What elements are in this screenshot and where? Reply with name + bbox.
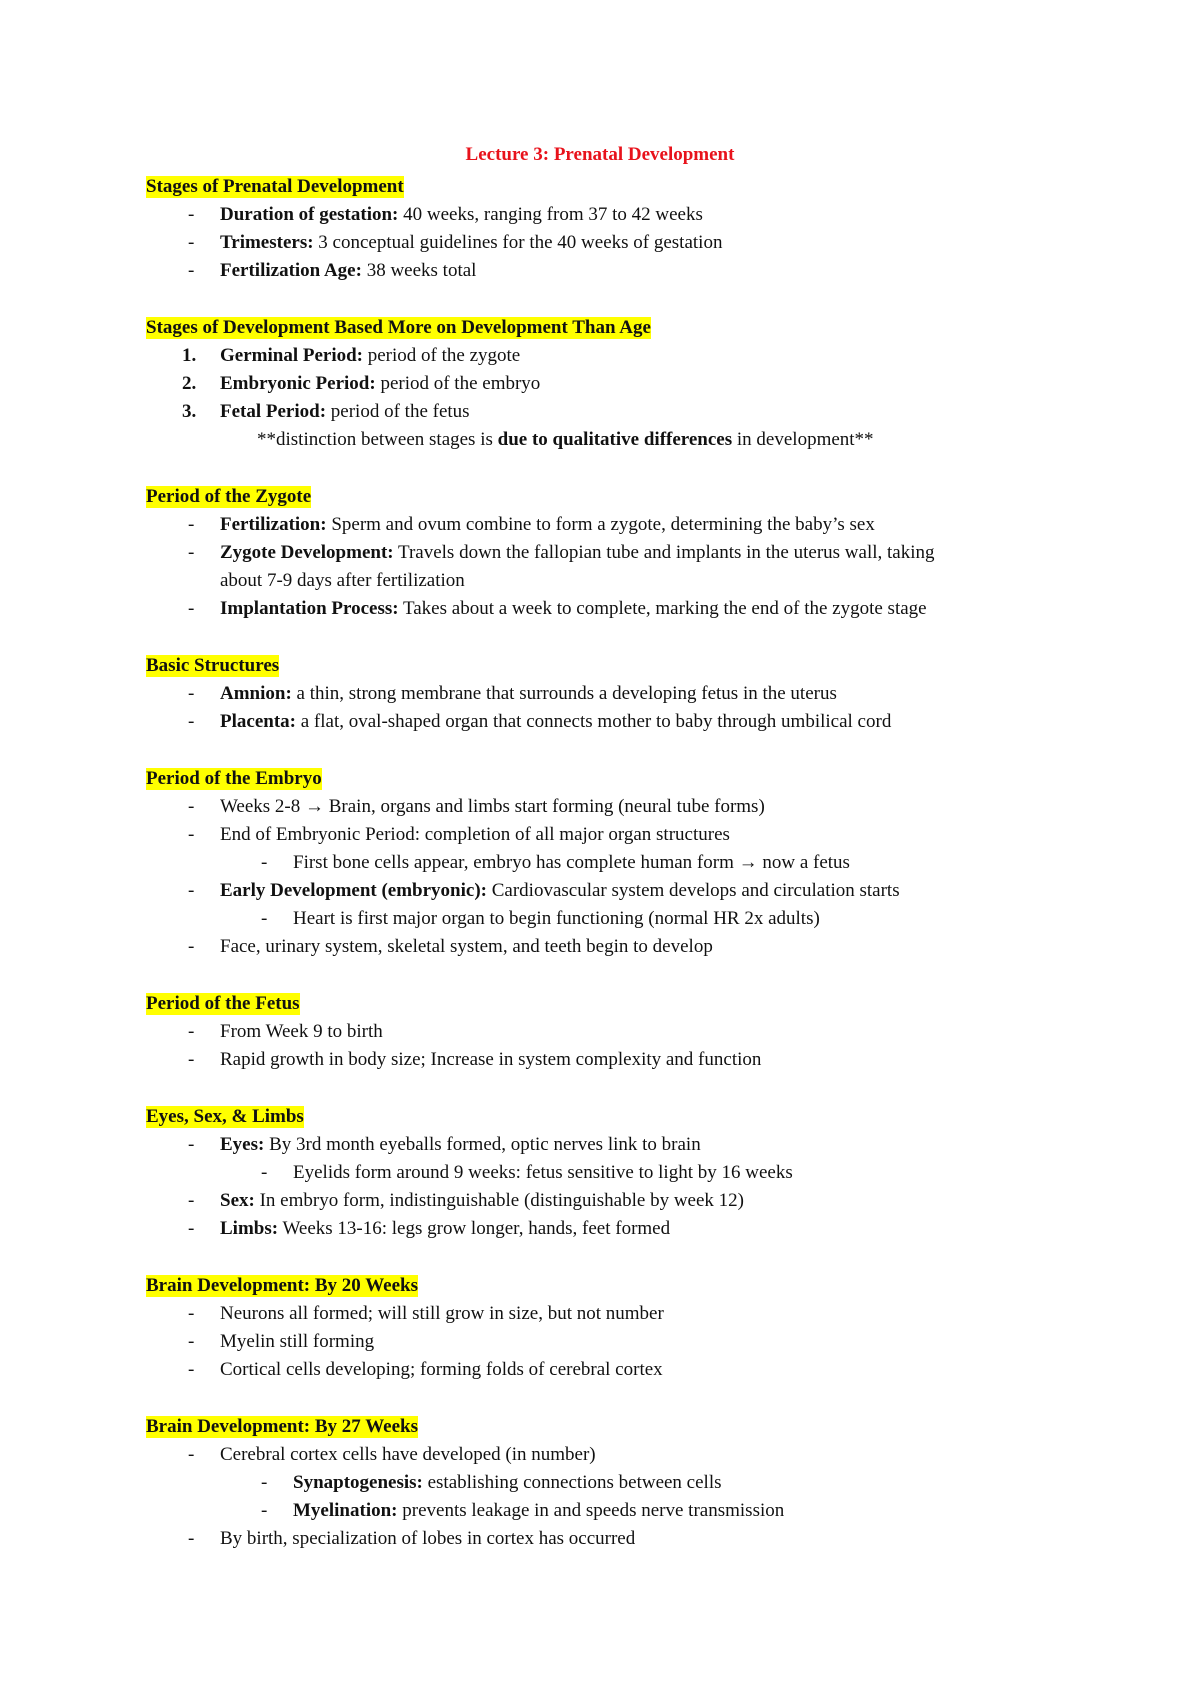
term: Synaptogenesis:	[293, 1472, 423, 1493]
list-item: Cortical cells developing; forming folds of cerebral cortex	[220, 1359, 663, 1380]
term: Duration of gestation:	[220, 204, 399, 225]
bullet: -	[188, 824, 195, 845]
definition: establishing connections between cells	[422, 1472, 722, 1493]
list-item	[220, 260, 476, 282]
term: Germinal Period:	[220, 345, 363, 366]
definition: period of the zygote	[363, 345, 521, 366]
list-item	[220, 1190, 744, 1212]
bullet: -	[188, 1359, 195, 1380]
term: Fertilization Age:	[220, 260, 362, 281]
sub-list-item: Eyelids form around 9 weeks: fetus sensitive to light by 16 weeks	[293, 1162, 793, 1183]
list-item	[220, 683, 837, 705]
section-heading-stages: Stages of Prenatal Development	[146, 176, 404, 197]
list-item	[220, 1134, 701, 1156]
bullet: -	[188, 711, 195, 732]
term: Limbs:	[220, 1218, 279, 1239]
section-heading-eyes-sex-limbs: Eyes, Sex, & Limbs	[146, 1106, 304, 1127]
definition: 38 weeks total	[361, 260, 477, 281]
section-heading-development: Stages of Development Based More on Development Than Age	[146, 317, 651, 338]
term: Embryonic Period:	[220, 373, 376, 394]
term: Eyes:	[220, 1134, 265, 1155]
definition: 3 conceptual guidelines for the 40 weeks of gestation	[313, 232, 723, 253]
bullet: -	[188, 796, 195, 817]
list-number: 3.	[182, 401, 197, 422]
definition: Weeks 13-16: legs grow longer, hands, feet formed	[278, 1218, 671, 1239]
list-item: Rapid growth in body size; Increase in system complexity and function	[220, 1049, 762, 1070]
list-item: End of Embryonic Period: completion of all major organ structures	[220, 824, 730, 845]
list-item: By birth, specialization of lobes in cortex has occurred	[220, 1528, 636, 1549]
list-item: Weeks 2-8 → Brain, organs and limbs start forming (neural tube forms)	[220, 796, 765, 817]
sub-bullet: -	[261, 1162, 268, 1183]
definition: Cardiovascular system develops and circulation starts	[487, 880, 900, 901]
term: Sex:	[220, 1190, 255, 1211]
list-number: 2.	[182, 373, 197, 394]
sub-list-item: Heart is first major organ to begin functioning (normal HR 2x adults)	[293, 908, 820, 929]
bullet: -	[188, 542, 195, 563]
bullet: -	[188, 1049, 195, 1070]
list-item	[220, 598, 927, 620]
bullet: -	[188, 1444, 195, 1465]
definition: Takes about a week to complete, marking the end of the zygote stage	[398, 598, 927, 619]
bullet: -	[188, 880, 195, 901]
bullet: -	[188, 204, 195, 225]
sub-list-item: First bone cells appear, embryo has complete human form → now a fetus	[293, 852, 850, 873]
bullet: -	[188, 1021, 195, 1042]
list-item: From Week 9 to birth	[220, 1021, 383, 1042]
bullet: -	[188, 232, 195, 253]
bullet: -	[188, 598, 195, 619]
bullet: -	[188, 1190, 195, 1211]
definition: prevents leakage in and speeds nerve transmission	[397, 1500, 785, 1521]
section-heading-brain-27: Brain Development: By 27 Weeks	[146, 1416, 418, 1437]
term: Amnion:	[220, 683, 292, 704]
definition: In embryo form, indistinguishable (distinguishable by week 12)	[254, 1190, 744, 1211]
term: Implantation Process:	[220, 598, 399, 619]
bullet: -	[188, 936, 195, 957]
term: Fertilization:	[220, 514, 327, 535]
bullet: -	[188, 1528, 195, 1549]
bullet: -	[188, 1218, 195, 1239]
term: Fetal Period:	[220, 401, 327, 422]
term: Myelination:	[293, 1500, 398, 1521]
list-item	[220, 373, 540, 395]
term: Early Development (embryonic):	[220, 880, 487, 901]
bullet: -	[188, 1331, 195, 1352]
page-title: Lecture 3: Prenatal Development	[465, 144, 735, 165]
list-item	[220, 345, 520, 367]
note-text: **distinction between stages is	[257, 429, 498, 450]
list-item	[220, 1218, 670, 1240]
sub-list-item	[293, 1472, 722, 1494]
list-item: Cerebral cortex cells have developed (in number)	[220, 1444, 596, 1465]
sub-bullet: -	[261, 908, 268, 929]
definition: period of the embryo	[375, 373, 541, 394]
note-emphasis: due to qualitative differences	[497, 429, 733, 450]
bullet: -	[188, 1303, 195, 1324]
list-item	[220, 880, 900, 902]
list-item: Neurons all formed; will still grow in size, but not number	[220, 1303, 664, 1324]
list-item	[220, 204, 703, 226]
list-item	[220, 514, 875, 536]
bullet: -	[188, 514, 195, 535]
term: Zygote Development:	[220, 542, 394, 563]
definition: By 3rd month eyeballs formed, optic nerves link to brain	[264, 1134, 701, 1155]
list-item	[220, 401, 470, 423]
definition: Sperm and ovum combine to form a zygote, determining the baby’s sex	[326, 514, 875, 535]
list-item: Myelin still forming	[220, 1331, 375, 1352]
definition: period of the fetus	[326, 401, 470, 422]
list-number: 1.	[182, 345, 197, 366]
definition: a flat, oval-shaped organ that connects mother to baby through umbilical cord	[295, 711, 892, 732]
section-heading-brain-20: Brain Development: By 20 Weeks	[146, 1275, 418, 1296]
definition: a thin, strong membrane that surrounds a developing fetus in the uterus	[291, 683, 837, 704]
sub-bullet: -	[261, 852, 268, 873]
distinction-note	[257, 429, 874, 451]
list-item: Face, urinary system, skeletal system, and teeth begin to develop	[220, 936, 713, 957]
section-heading-embryo: Period of the Embryo	[146, 768, 322, 789]
sub-bullet: -	[261, 1500, 268, 1521]
definition: 40 weeks, ranging from 37 to 42 weeks	[398, 204, 703, 225]
definition: Travels down the fallopian tube and implants in the uterus wall, taking	[393, 542, 935, 563]
bullet: -	[188, 1134, 195, 1155]
section-heading-fetus: Period of the Fetus	[146, 993, 300, 1014]
list-item	[220, 542, 935, 564]
term: Trimesters:	[220, 232, 314, 253]
note-text: in development**	[732, 429, 874, 450]
bullet: -	[188, 260, 195, 281]
section-heading-structures: Basic Structures	[146, 655, 280, 676]
list-item	[220, 232, 722, 254]
sub-list-item	[293, 1500, 784, 1522]
term: Placenta:	[220, 711, 296, 732]
list-item	[220, 711, 891, 733]
list-item-continuation: about 7-9 days after fertilization	[220, 570, 465, 591]
sub-bullet: -	[261, 1472, 268, 1493]
section-heading-zygote: Period of the Zygote	[146, 486, 312, 507]
bullet: -	[188, 683, 195, 704]
